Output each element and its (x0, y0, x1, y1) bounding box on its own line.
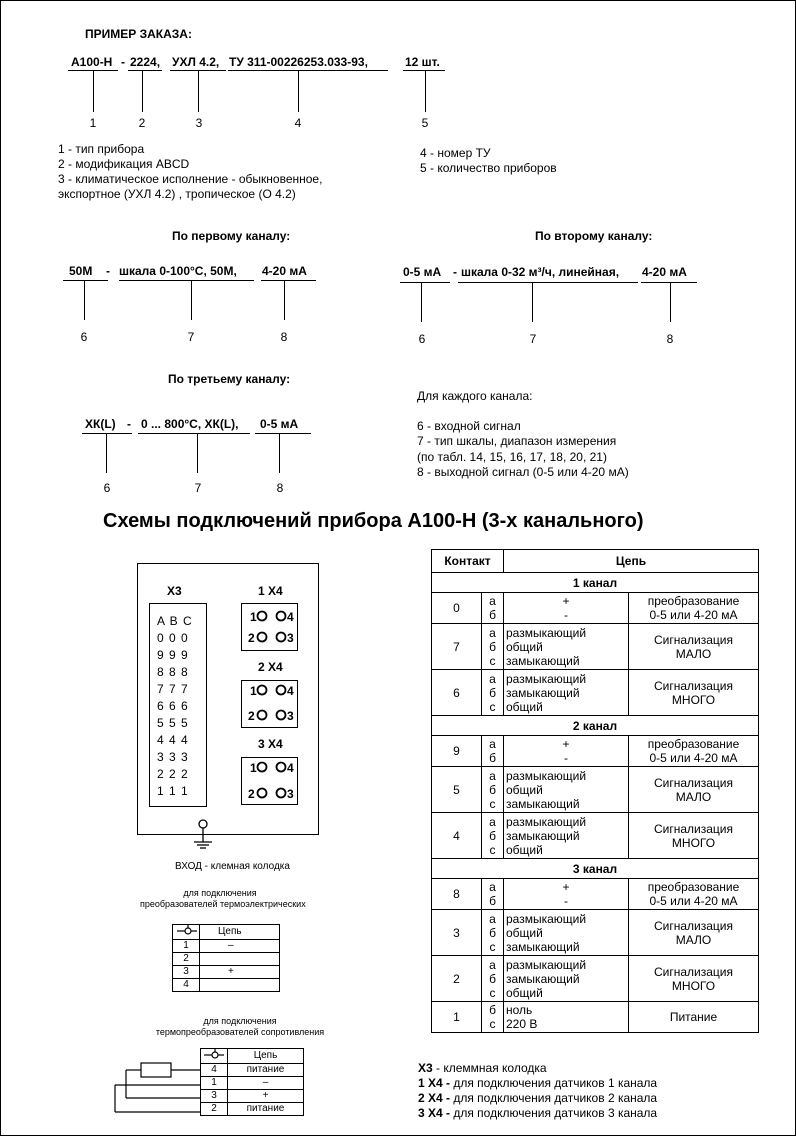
order-num-4: 4 (294, 116, 302, 130)
contact-letters: а б с (482, 670, 504, 716)
pin-circle (258, 763, 267, 772)
channel2-input: 0-5 мА (403, 265, 442, 279)
contact-letters: б с (482, 1002, 504, 1033)
ground-icon (194, 820, 212, 848)
order-part-dash: - (121, 55, 125, 69)
x4-2-label: 2 Х4 (258, 660, 283, 674)
channel2-title: По второму каналу: (535, 229, 653, 243)
table-row (432, 910, 759, 956)
pin-circle (258, 711, 267, 720)
pin-circle (258, 789, 267, 798)
contact-function: преобразование 0-5 или 4-20 мА (629, 593, 759, 624)
pin-label: 3 (287, 787, 294, 801)
block-caption: ВХОД - клемная колодка (175, 861, 290, 872)
contact-number: 0 (432, 593, 482, 624)
table-row (432, 1002, 759, 1033)
header-chain: Цепь (504, 550, 759, 573)
channel3-scale: 0 ... 800°С, ХК(L), (141, 417, 239, 431)
order-part-qty: 12 шт. (405, 55, 440, 69)
contact-letters: а б с (482, 813, 504, 859)
contact-number: 1 (432, 1002, 482, 1033)
order-num-1: 1 (89, 116, 97, 130)
pin-circle (258, 612, 267, 621)
contact-letters: а б (482, 593, 504, 624)
channel3-num-8: 8 (276, 481, 284, 495)
pin-label: 4 (287, 610, 294, 624)
channel2-num-7: 7 (529, 332, 537, 346)
each-channel-legend: Для каждого канала: 6 - входной сигнал 7 - тип шкалы, диапазон измерения (по табл. 14, 15, 16, 17, 18, 20, 21) 8 - выходной сигнал (0-5 или 4-20 мА) (417, 389, 629, 479)
pin-label: 1 (250, 761, 257, 775)
x3-label: Х3 (167, 584, 182, 598)
contact-function: преобразование 0-5 или 4-20 мА (629, 736, 759, 767)
channel2-num-6: 6 (418, 332, 426, 346)
contact-function: Сигнализация МАЛО (629, 910, 759, 956)
contact-letters: а б с (482, 767, 504, 813)
contact-number: 9 (432, 736, 482, 767)
channel1-num-8: 8 (280, 330, 288, 344)
order-num-5: 5 (421, 116, 429, 130)
contact-circuit: размыкающий общий замыкающий (504, 624, 629, 670)
contact-function: Сигнализация МАЛО (629, 767, 759, 813)
contact-number: 7 (432, 624, 482, 670)
resistor-icon (141, 1063, 171, 1077)
header-contact: Контакт (432, 550, 504, 573)
contact-function: Сигнализация МНОГО (629, 670, 759, 716)
channel2-num-8: 8 (666, 332, 674, 346)
pin-circle (258, 633, 267, 642)
pin-label: 1 (250, 610, 257, 624)
resistor-wiring (115, 1063, 200, 1112)
section-title: 1 канал (432, 573, 759, 593)
small1-caption: для подключения преобразователей термоэлектрических (140, 888, 306, 909)
contact-circuit: + - (504, 593, 629, 624)
contact-circuit: размыкающий общий замыкающий (504, 767, 629, 813)
table-row (432, 813, 759, 859)
small1-table: Цепь 1 – 2 3 + 4 (172, 924, 280, 992)
pin-label: 1 (250, 684, 257, 698)
contact-circuit: размыкающий замыкающий общий (504, 813, 629, 859)
pin-circle (277, 789, 286, 798)
contact-function: Сигнализация МАЛО (629, 624, 759, 670)
order-title: ПРИМЕР ЗАКАЗА: (85, 27, 192, 41)
pin-circle (258, 686, 267, 695)
table-row (432, 670, 759, 716)
pin-circle (277, 711, 286, 720)
x4-3-label: 3 Х4 (258, 737, 283, 751)
contact-letters: а б с (482, 956, 504, 1002)
order-part-climate: УХЛ 4.2, (172, 55, 220, 69)
small2-table: Цепь 4 питание 1 – 3 + 2 питание (200, 1048, 304, 1116)
contact-table (431, 549, 759, 1033)
pin-label: 3 (287, 709, 294, 723)
pin-circle (277, 633, 286, 642)
channel1-scale: шкала 0-100°С, 50М, (119, 264, 237, 278)
table-row (432, 956, 759, 1002)
contact-function: Сигнализация МНОГО (629, 956, 759, 1002)
section-title: 3 канал (432, 859, 759, 879)
section-title: 2 канал (432, 716, 759, 736)
contact-letters: а б с (482, 910, 504, 956)
table-row (432, 767, 759, 813)
contact-circuit: ноль 220 В (504, 1002, 629, 1033)
contact-letters: а б с (482, 624, 504, 670)
channel1-dash: - (106, 264, 110, 278)
channel3-num-6: 6 (103, 481, 111, 495)
contact-number: 6 (432, 670, 482, 716)
channel1-input: 50М (69, 264, 93, 278)
channel3-title: По третьему каналу: (168, 372, 291, 386)
contact-number: 8 (432, 879, 482, 910)
channel3-output: 0-5 мА (260, 417, 299, 431)
pin-circle (277, 612, 286, 621)
order-legend-right: 4 - номер ТУ 5 - количество приборов (420, 146, 557, 175)
pin-label: 2 (248, 787, 255, 801)
channel3-input: ХК(L) (85, 417, 116, 431)
contact-number: 3 (432, 910, 482, 956)
order-part-tu: ТУ 311-00226253.033-93, (229, 55, 368, 69)
contact-function: преобразование 0-5 или 4-20 мА (629, 879, 759, 910)
contact-function: Сигнализация МНОГО (629, 813, 759, 859)
channel1-title: По первому каналу: (172, 229, 291, 243)
contact-letters: а б (482, 879, 504, 910)
pin-label: 4 (287, 761, 294, 775)
contact-number: 4 (432, 813, 482, 859)
table-row (432, 879, 759, 910)
contact-circuit: размыкающий общий замыкающий (504, 910, 629, 956)
contact-function: Питание (629, 1002, 759, 1033)
notes: Х3 - клеммная колодка 1 Х4 - для подключения датчиков 1 канала 2 Х4 - для подключения датчиков 2 канала 3 Х4 - для подключения датчиков 3 канала (418, 1061, 658, 1120)
channel1-output: 4-20 мА (262, 264, 307, 278)
pin-label: 3 (287, 631, 294, 645)
table-row (432, 624, 759, 670)
table-row (432, 593, 759, 624)
contact-letters: а б (482, 736, 504, 767)
x3-rows: A B C 0 0 0 9 9 9 8 8 8 7 7 7 6 6 6 5 5 5 4 4 4 3 3 3 2 2 2 1 1 1 (157, 614, 193, 798)
contact-number: 5 (432, 767, 482, 813)
pin-label: 2 (248, 631, 255, 645)
contact-circuit: + - (504, 879, 629, 910)
channel2-output: 4-20 мА (642, 265, 687, 279)
channel2-dash: - (453, 265, 457, 279)
channel1-num-7: 7 (187, 330, 195, 344)
small2-caption: для подключения термопреобразователей сопротивления (155, 1016, 325, 1037)
channel2-scale: шкала 0-32 м³/ч, линейная, (461, 265, 620, 279)
contact-circuit: размыкающий замыкающий общий (504, 670, 629, 716)
channel3-num-7: 7 (194, 481, 202, 495)
contact-circuit: + - (504, 736, 629, 767)
channel1-num-6: 6 (80, 330, 88, 344)
x4-1-label: 1 Х4 (258, 584, 283, 598)
order-part-type: А100-Н (71, 55, 113, 69)
channel3-dash: - (127, 417, 131, 431)
order-num-3: 3 (195, 116, 203, 130)
contact-circuit: размыкающий замыкающий общий (504, 956, 629, 1002)
pin-label: 4 (287, 684, 294, 698)
contact-number: 2 (432, 956, 482, 1002)
pin-circle (277, 763, 286, 772)
page-title: Схемы подключений прибора А100-Н (3-х канального) (103, 510, 644, 532)
order-num-2: 2 (138, 116, 146, 130)
table-row (432, 736, 759, 767)
pin-label: 2 (248, 709, 255, 723)
order-legend-left: 1 - тип прибора 2 - модификация ABCD 3 - климатическое исполнение - обыкновенное, экспортное (УХЛ 4.2) , тропическое (О 4.2) (58, 142, 323, 201)
pin-circle (277, 686, 286, 695)
order-part-mod: 2224, (130, 55, 161, 69)
